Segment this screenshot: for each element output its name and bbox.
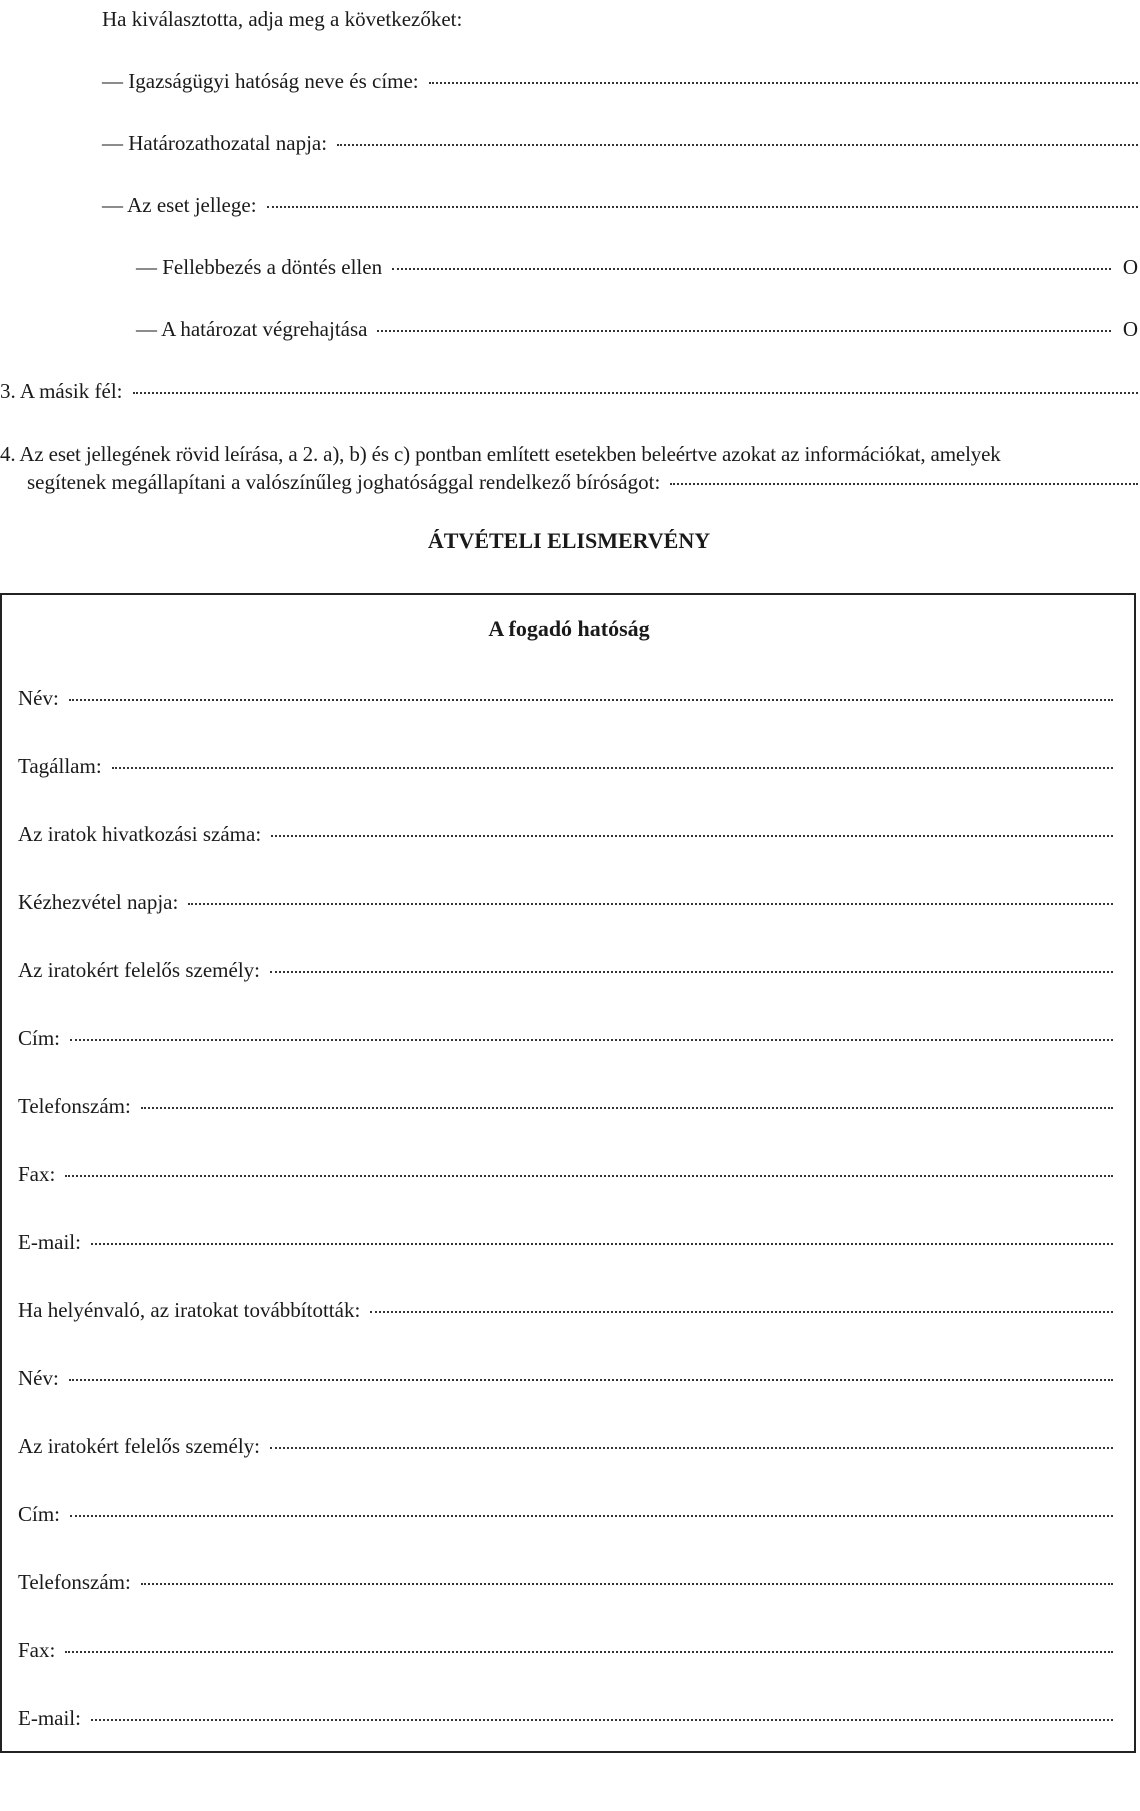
option-enforcement[interactable] bbox=[136, 316, 1138, 342]
fill-line[interactable] bbox=[112, 767, 1113, 769]
field-label: Az iratok hivatkozási száma: bbox=[18, 822, 262, 846]
field-label: Cím: bbox=[18, 1026, 61, 1050]
field-label: Az iratokért felelős személy: bbox=[18, 958, 260, 982]
fill-line[interactable] bbox=[70, 1039, 1113, 1041]
intro-text bbox=[102, 6, 462, 32]
field-label: Név: bbox=[18, 1366, 59, 1390]
fill-line[interactable] bbox=[141, 1583, 1113, 1585]
field-email-2[interactable] bbox=[18, 1705, 1113, 1731]
fill-line[interactable] bbox=[91, 1719, 1113, 1721]
checkbox-circle[interactable]: O bbox=[1122, 255, 1138, 279]
item4-line2: segítenek megállapítani a valószínűleg joghatósággal rendelkező bíróságot: bbox=[27, 470, 661, 494]
field-label: Fax: bbox=[18, 1162, 56, 1186]
box-title: A fogadó hatóság bbox=[488, 616, 650, 641]
field-responsible-person[interactable] bbox=[18, 957, 1113, 983]
field-decision-date[interactable] bbox=[102, 130, 1138, 156]
fill-line bbox=[392, 268, 1111, 270]
receipt-title: ÁTVÉTELI ELISMERVÉNY bbox=[427, 528, 711, 553]
fill-line[interactable] bbox=[670, 483, 1138, 485]
fill-line[interactable] bbox=[133, 392, 1139, 394]
field-label: Cím: bbox=[18, 1502, 61, 1526]
field-email[interactable] bbox=[18, 1229, 1113, 1255]
field-label: Tagállam: bbox=[18, 754, 102, 778]
fill-line[interactable] bbox=[267, 206, 1138, 208]
fill-line[interactable] bbox=[91, 1243, 1113, 1245]
field-phone[interactable] bbox=[18, 1093, 1113, 1119]
fill-line[interactable] bbox=[271, 835, 1113, 837]
field-judicial-authority[interactable] bbox=[102, 68, 1138, 94]
fill-line bbox=[377, 330, 1110, 332]
fill-line[interactable] bbox=[370, 1311, 1113, 1313]
option-label: — A határozat végrehajtása bbox=[136, 317, 368, 341]
field-reference-number[interactable] bbox=[18, 821, 1113, 847]
field-label: 3. A másik fél: bbox=[0, 379, 123, 403]
field-forwarded[interactable] bbox=[18, 1297, 1113, 1323]
field-fax-2[interactable] bbox=[18, 1637, 1113, 1663]
field-responsible-person-2[interactable] bbox=[18, 1433, 1113, 1459]
field-address-2[interactable] bbox=[18, 1501, 1113, 1527]
fill-line[interactable] bbox=[69, 699, 1113, 701]
item4-line2-row[interactable] bbox=[0, 468, 1138, 496]
field-name-2[interactable] bbox=[18, 1365, 1113, 1391]
field-label: E-mail: bbox=[18, 1706, 81, 1730]
field-label: Ha helyénvaló, az iratokat továbbították: bbox=[18, 1298, 361, 1322]
field-label: — Az eset jellege: bbox=[102, 193, 257, 217]
field-fax[interactable] bbox=[18, 1161, 1113, 1187]
field-case-nature[interactable] bbox=[102, 192, 1138, 218]
fill-line[interactable] bbox=[270, 971, 1113, 973]
field-name[interactable] bbox=[18, 685, 1113, 711]
field-label: Telefonszám: bbox=[18, 1094, 131, 1118]
field-label: Kézhezvétel napja: bbox=[18, 890, 179, 914]
fill-line[interactable] bbox=[69, 1379, 1113, 1381]
field-phone-2[interactable] bbox=[18, 1569, 1113, 1595]
field-label: Név: bbox=[18, 686, 59, 710]
option-label: — Fellebbezés a döntés ellen bbox=[136, 255, 383, 279]
fill-line[interactable] bbox=[337, 144, 1138, 146]
field-other-party[interactable] bbox=[0, 378, 1138, 404]
field-label: E-mail: bbox=[18, 1230, 81, 1254]
fill-line[interactable] bbox=[270, 1447, 1113, 1449]
option-appeal[interactable] bbox=[136, 254, 1138, 280]
field-label: — Igazságügyi hatóság neve és címe: bbox=[102, 69, 419, 93]
fill-line[interactable] bbox=[429, 82, 1138, 84]
item4-paragraph bbox=[0, 440, 1138, 496]
field-label: — Határozathozatal napja: bbox=[102, 131, 328, 155]
checkbox-circle[interactable]: O bbox=[1122, 317, 1138, 341]
fill-line[interactable] bbox=[70, 1515, 1113, 1517]
field-member-state[interactable] bbox=[18, 753, 1113, 779]
field-label: Az iratokért felelős személy: bbox=[18, 1434, 260, 1458]
fill-line[interactable] bbox=[65, 1175, 1113, 1177]
fill-line[interactable] bbox=[65, 1651, 1113, 1653]
fill-line[interactable] bbox=[141, 1107, 1113, 1109]
field-address[interactable] bbox=[18, 1025, 1113, 1051]
item4-line1: 4. Az eset jellegének rövid leírása, a 2. a), b) és c) pontban említett esetekben beleértve azokat az információkat, amelyek bbox=[0, 442, 1001, 466]
intro-label: Ha kiválasztotta, adja meg a következőket: bbox=[102, 7, 463, 31]
field-label: Telefonszám: bbox=[18, 1570, 131, 1594]
field-receipt-date[interactable] bbox=[18, 889, 1113, 915]
field-label: Fax: bbox=[18, 1638, 56, 1662]
fill-line[interactable] bbox=[188, 903, 1113, 905]
